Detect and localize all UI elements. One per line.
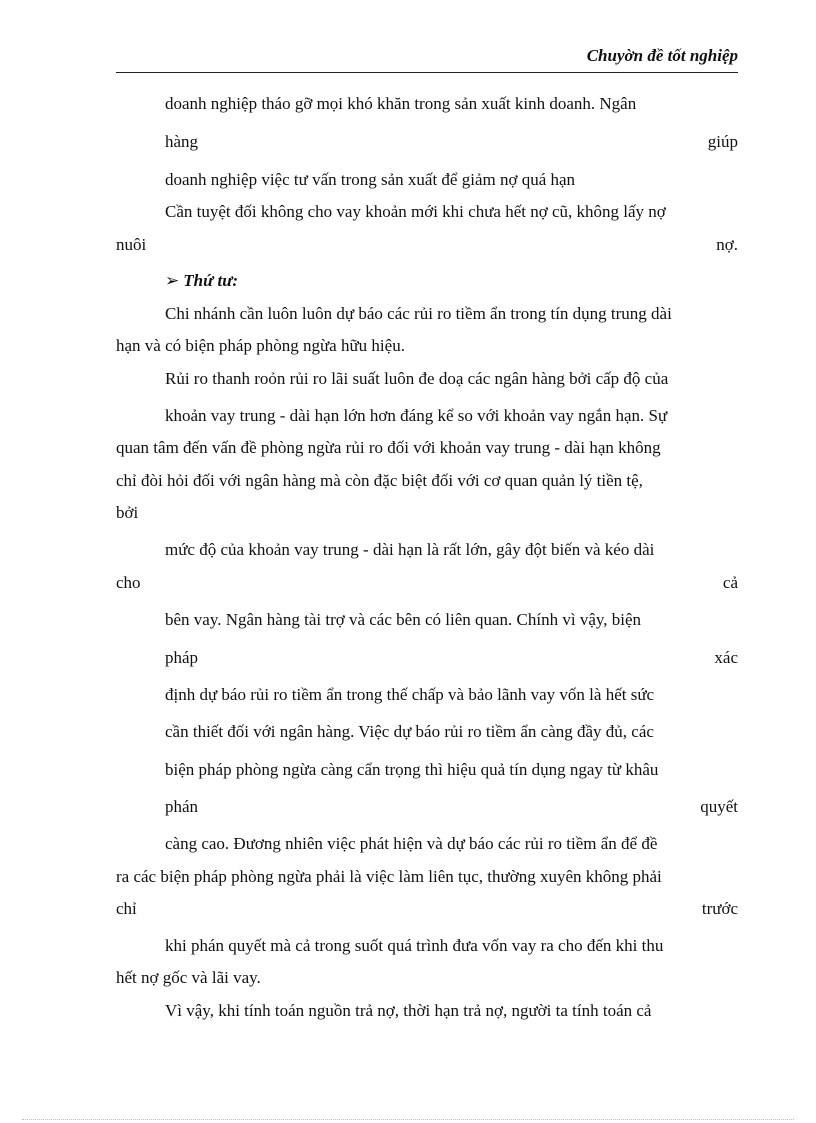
footer-divider [22,1119,794,1120]
text-line: Rủi ro thanh roỏn rủi ro lãi suất luôn đe doạ các ngân hàng bởi cấp độ của [165,369,669,388]
text-word: pháp [165,648,199,667]
text-word: trước [701,899,738,918]
text-line: bởi [116,503,139,522]
text-word: chỉ [116,899,137,918]
text-line: doanh nghiệp tháo gỡ mọi khó khăn trong sản xuất kinh doanh. Ngân [165,94,637,113]
text-line [116,572,738,594]
text-line: biện pháp phòng ngừa càng cẩn trọng thì hiệu quả tín dụng ngay từ khâu [165,760,659,779]
text-word: nuôi [116,235,147,254]
section-heading [165,270,238,292]
text-line: bên vay. Ngân hàng tài trợ và các bên có liên quan. Chính vì vậy, biện [165,610,642,629]
text-line [116,234,738,256]
text-line: Vì vậy, khi tính toán nguồn trả nợ, thời hạn trả nợ, người ta tính toán cả [165,1001,652,1020]
arrow-bullet-icon: ➢ [165,271,180,290]
text-word: xác [714,648,738,667]
header-title: Chuyờn đề tốt nghiệp [586,46,738,65]
text-line: định dự báo rủi ro tiềm ẩn trong thế chấp và bảo lãnh vay vốn là hết sức [165,685,655,704]
text-line: Cần tuyệt đối không cho vay khoản mới khi chưa hết nợ cũ, không lấy nợ [165,202,666,221]
text-word: hàng [165,132,199,151]
text-word: phán [165,797,199,816]
page-header [116,44,738,73]
text-word: giúp [707,132,738,151]
text-word: cho [116,573,141,592]
text-line: hạn và có biện pháp phòng ngừa hữu hiệu. [116,336,405,355]
text-line: chỉ đòi hỏi đối với ngân hàng mà còn đặc biệt đối với cơ quan quản lý tiền tệ, [116,471,643,490]
text-line: hết nợ gốc và lãi vay. [116,968,261,987]
text-line: mức độ của khoản vay trung - dài hạn là rất lớn, gây đột biến và kéo dài [165,540,655,559]
text-line: doanh nghiệp việc tư vấn trong sản xuất để giảm nợ quá hạn [165,170,576,189]
section-heading-text: Thứ tư: [183,271,239,290]
text-line [116,898,738,920]
text-line: ra các biện pháp phòng ngừa phải là việc làm liên tục, thường xuyên không phải [116,867,662,886]
text-line [165,796,738,818]
text-line [165,647,738,669]
text-line: khoản vay trung - dài hạn lớn hơn đáng kể so với khoản vay ngắn hạn. Sự [165,406,668,425]
text-line: càng cao. Đương nhiên việc phát hiện và dự báo các rủi ro tiềm ẩn để đề [165,834,658,853]
text-line [165,131,738,153]
text-line: cần thiết đối với ngân hàng. Việc dự báo rủi ro tiềm ẩn càng đầy đủ, các [165,722,654,741]
text-word: quyết [700,797,738,816]
text-line: quan tâm đến vấn đề phòng ngừa rủi ro đối với khoản vay trung - dài hạn không [116,438,661,457]
text-line: Chi nhánh cần luôn luôn dự báo các rủi ro tiềm ẩn trong tín dụng trung dài [165,304,672,323]
text-word: cả [722,573,738,592]
text-line: khi phán quyết mà cả trong suốt quá trình đưa vốn vay ra cho đến khi thu [165,936,664,955]
text-word: nợ. [716,235,738,254]
